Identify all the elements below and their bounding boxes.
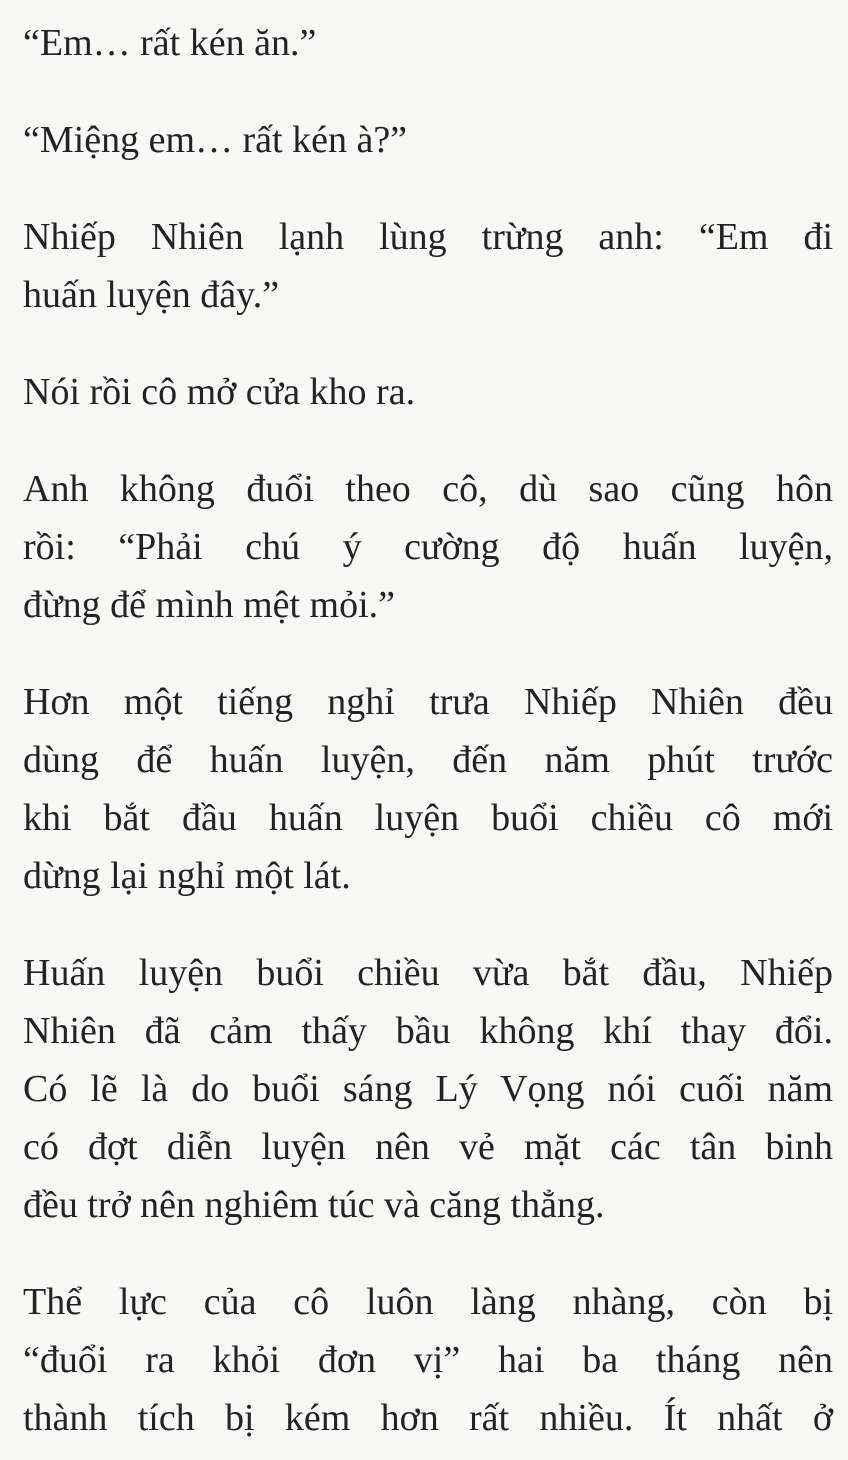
- text-line: Nhiên đã cảm thấy bầu không khí thay đổi.: [23, 1010, 833, 1052]
- paragraph: [23, 944, 833, 1234]
- paragraph: [23, 111, 833, 169]
- paragraph: [23, 363, 833, 421]
- text-line: đều trở nên nghiêm túc và căng thẳng.: [23, 1184, 605, 1226]
- paragraph: [23, 673, 833, 905]
- text-line: huấn luyện đây.”: [23, 274, 280, 316]
- text-line: “đuổi ra khỏi đơn vị” hai ba tháng nên: [23, 1339, 833, 1381]
- text-line: Nhiếp Nhiên lạnh lùng trừng anh: “Em đi: [23, 216, 833, 258]
- text-line: đừng để mình mệt mỏi.”: [23, 584, 396, 626]
- text-line: dừng lại nghỉ một lát.: [23, 855, 351, 897]
- text-line: Hơn một tiếng nghỉ trưa Nhiếp Nhiên đều: [23, 681, 833, 723]
- text-line: có đợt diễn luyện nên vẻ mặt các tân binh: [23, 1126, 833, 1168]
- text-line: thành tích bị kém hơn rất nhiều. Ít nhất ở: [23, 1397, 833, 1439]
- text-line: Thể lực của cô luôn làng nhàng, còn bị: [23, 1281, 833, 1323]
- text-line: “Em… rất kén ăn.”: [23, 22, 317, 64]
- paragraph: [23, 1273, 833, 1447]
- text-line: “Miệng em… rất kén à?”: [23, 119, 408, 161]
- text-line: Huấn luyện buổi chiều vừa bắt đầu, Nhiếp: [23, 952, 833, 994]
- paragraph: [23, 208, 833, 324]
- text-line: rồi: “Phải chú ý cường độ huấn luyện,: [23, 526, 833, 568]
- text-line: Nói rồi cô mở cửa kho ra.: [23, 371, 416, 413]
- paragraph: [23, 14, 833, 72]
- text-line: Anh không đuổi theo cô, dù sao cũng hôn: [23, 468, 833, 510]
- text-line: khi bắt đầu huấn luyện buổi chiều cô mới: [23, 797, 833, 839]
- paragraph: [23, 460, 833, 634]
- text-line: Có lẽ là do buổi sáng Lý Vọng nói cuối năm: [23, 1068, 833, 1110]
- text-line: dùng để huấn luyện, đến năm phút trước: [23, 739, 833, 781]
